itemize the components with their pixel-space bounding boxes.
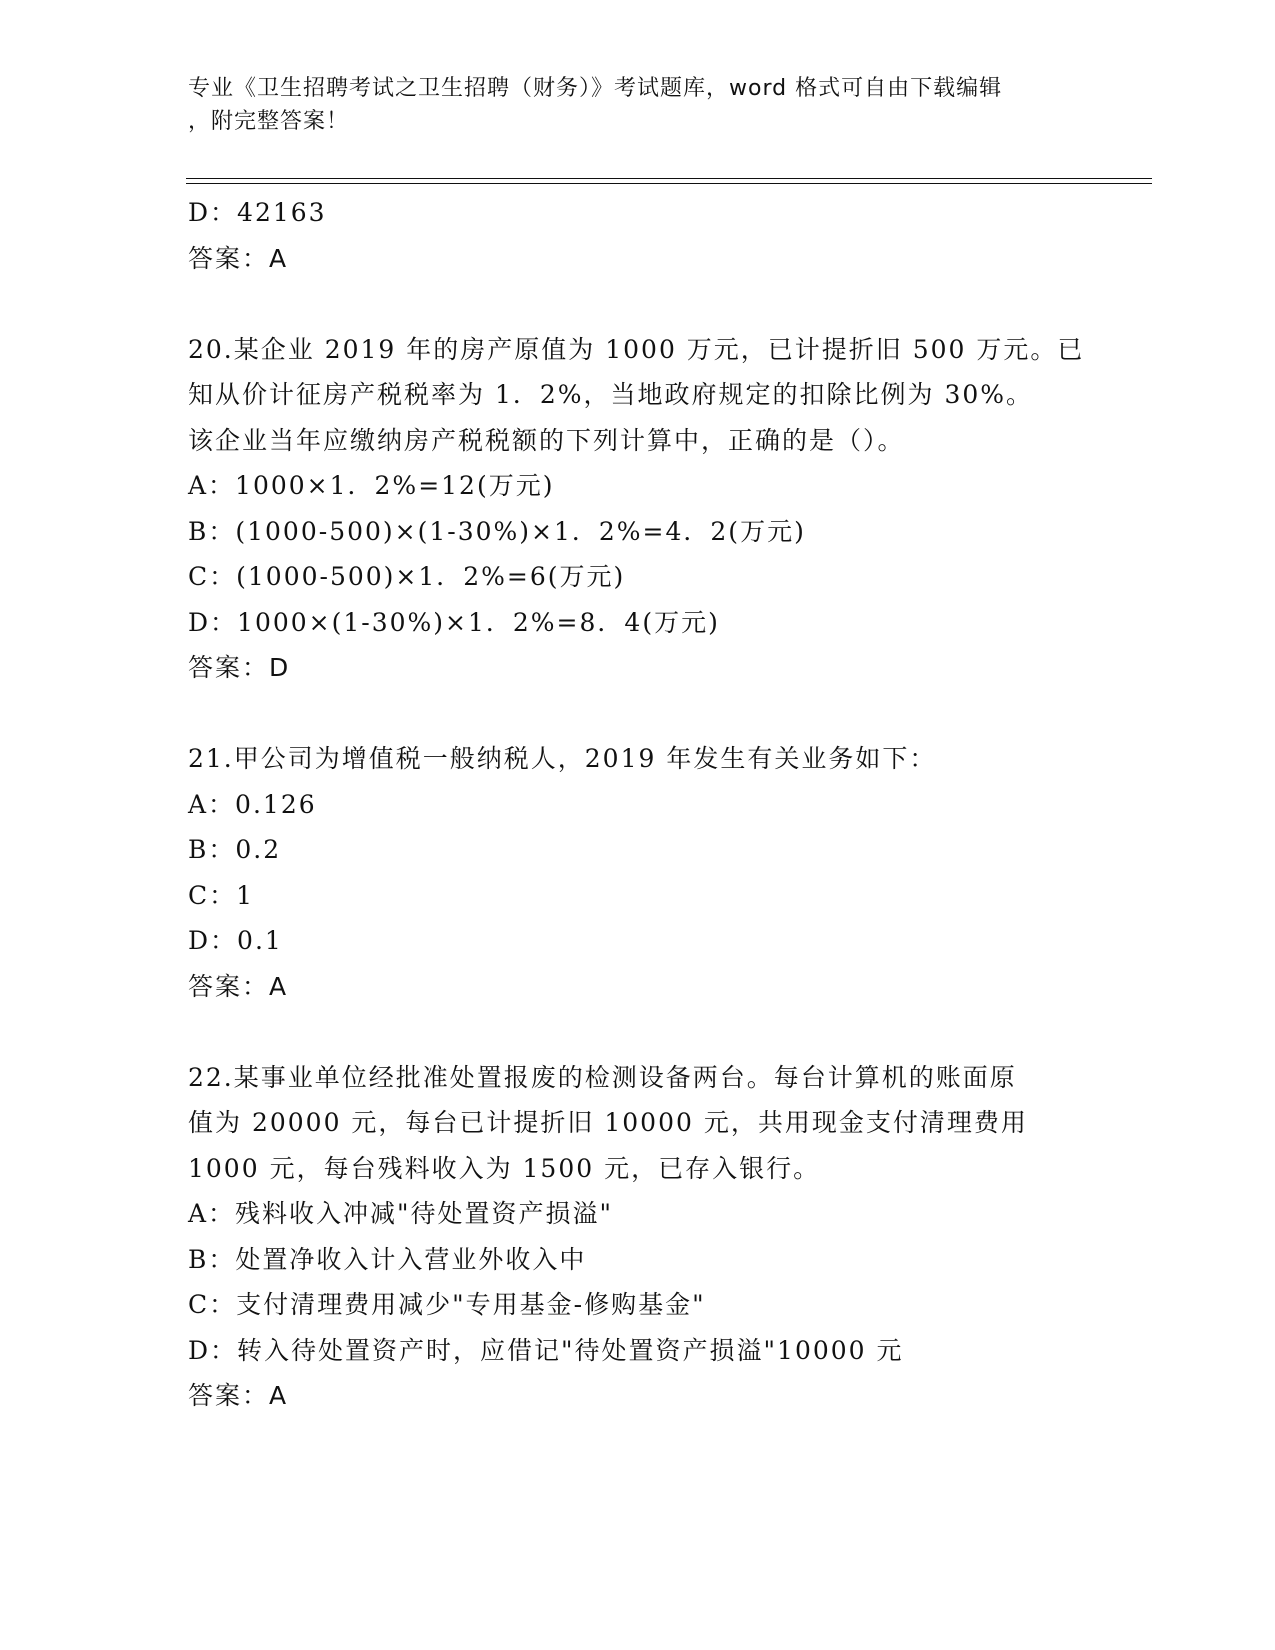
option-a: A：残料收入冲减"待处置资产损溢" (188, 1199, 614, 1228)
document-header (188, 72, 1068, 138)
question-20 (188, 327, 1088, 691)
question-text: 20.某企业 2019 年的房产原值为 1000 万元，已计提折旧 500 万元。已 (188, 334, 1085, 364)
option-d: D：42163 (188, 198, 327, 227)
option-c: C：1 (188, 880, 255, 910)
option-b: B：(1000-500)×(1-30%)×1．2%=4．2(万元) (188, 516, 806, 546)
answer-line: 答案：A (188, 243, 289, 273)
header-line-1: 专业《卫生招聘考试之卫生招聘（财务）》考试题库，word 格式可自由下载编辑 (188, 76, 1003, 101)
question-text: 值为 20000 元，每台已计提折旧 10000 元，共用现金支付清理费用 (188, 1108, 1028, 1137)
option-b: B：0.2 (188, 835, 282, 864)
option-a: A：1000×1．2%=12(万元) (188, 471, 555, 500)
option-d: D：0.1 (188, 926, 283, 955)
question-text: 该企业当年应缴纳房产税税额的下列计算中，正确的是（）。 (188, 425, 905, 455)
option-c: C：支付清理费用减少"专用基金-修购基金" (188, 1290, 706, 1319)
question-text: 22.某事业单位经批准处置报废的检测设备两台。每台计算机的账面原 (188, 1062, 1017, 1092)
previous-question-tail (188, 190, 1088, 281)
answer-line: 答案：D (188, 653, 291, 682)
question-text: 21.甲公司为增值税一般纳税人，2019 年发生有关业务如下： (188, 744, 937, 773)
question-text: 1000 元，每台残料收入为 1500 元，已存入银行。 (188, 1153, 821, 1183)
header-rule-top (186, 178, 1152, 179)
answer-line: 答案：A (188, 1381, 289, 1410)
header-rule-bottom (186, 183, 1152, 184)
option-b: B：处置净收入计入营业外收入中 (188, 1244, 587, 1274)
question-21 (188, 736, 1088, 1009)
question-text: 知从价计征房产税税率为 1．2%，当地政府规定的扣除比例为 30%。 (188, 380, 1034, 409)
header-line-2: ，附完整答案！ (188, 109, 350, 134)
spacer (188, 1009, 1088, 1055)
answer-line: 答案：A (188, 971, 289, 1001)
question-22 (188, 1055, 1088, 1419)
option-c: C：(1000-500)×1．2%=6(万元) (188, 562, 626, 591)
option-d: D：1000×(1-30%)×1．2%=8．4(万元) (188, 607, 720, 637)
spacer (188, 691, 1088, 737)
option-d: D：转入待处置资产时，应借记"待处置资产损溢"10000 元 (188, 1335, 904, 1365)
option-a: A：0.126 (188, 789, 317, 819)
document-body (188, 190, 1088, 1419)
spacer (188, 281, 1088, 327)
